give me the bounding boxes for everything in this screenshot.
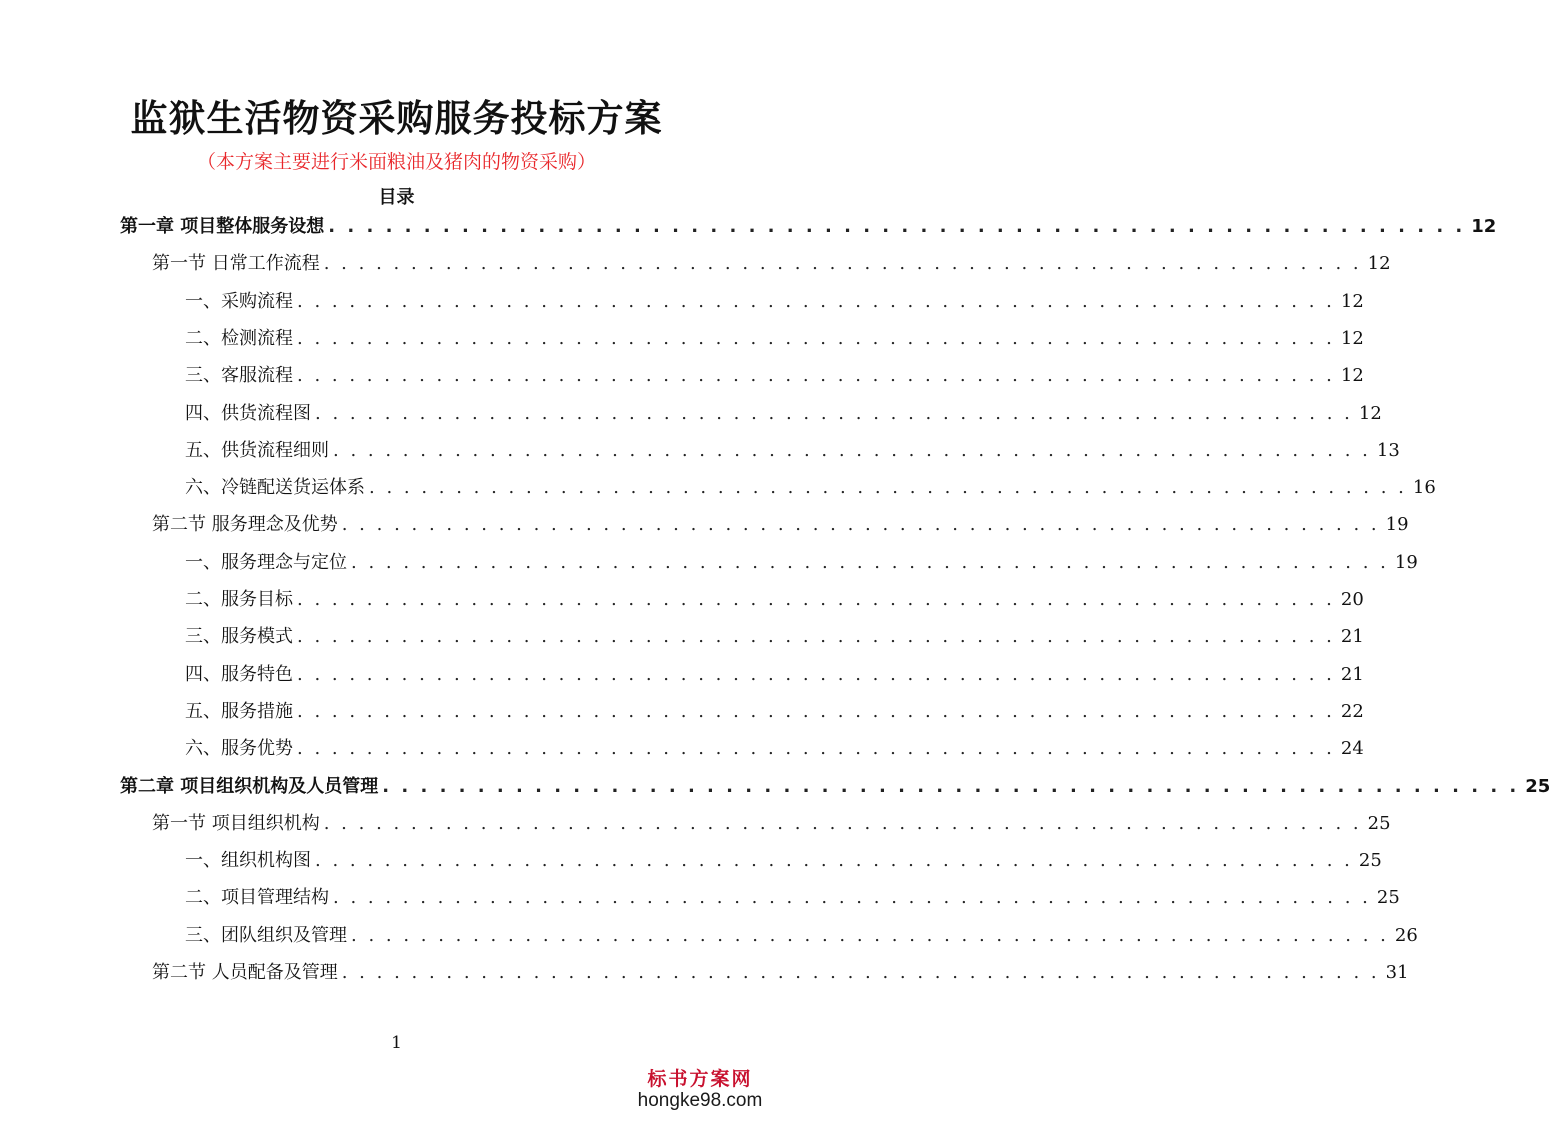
toc-dot-leader: . . . . . . . . . . . . . . . . . . . . . . . . . . . . . . . . . . . . . . . . . . . . . . . . . . . . . . . . . . . . <box>297 664 1335 685</box>
document-title: 监狱生活物资采购服务投标方案 <box>130 97 663 140</box>
toc-entry-label: 二、检测流程 <box>185 328 293 349</box>
toc-dot-leader: . . . . . . . . . . . . . . . . . . . . . . . . . . . . . . . . . . . . . . . . . . . . . . . . . . . . . . . . . . . . <box>297 589 1335 610</box>
toc-entry-label: 四、供货流程图 <box>185 403 311 424</box>
toc-entry-page-number: 24 <box>1340 738 1364 759</box>
toc-dot-leader: . . . . . . . . . . . . . . . . . . . . . . . . . . . . . . . . . . . . . . . . . . . . . . . . . . . . . . . . . . . . <box>297 701 1335 722</box>
toc-entry-label: 五、供货流程细则 <box>185 440 329 461</box>
toc-entry[interactable] <box>185 660 1364 690</box>
toc-entry-label: 三、服务模式 <box>185 626 293 647</box>
toc-entry[interactable] <box>185 622 1364 652</box>
toc-dot-leader: . . . . . . . . . . . . . . . . . . . . . . . . . . . . . . . . . . . . . . . . . . . . . . . . . . . . . . . . . . . . <box>297 626 1335 647</box>
toc-entry[interactable] <box>185 361 1364 391</box>
toc-entry-page-number: 12 <box>1358 403 1382 424</box>
toc-entry[interactable] <box>185 734 1364 764</box>
toc-entry-page-number: 12 <box>1340 365 1364 386</box>
toc-entry[interactable] <box>185 399 1382 429</box>
toc-entry-label: 二、服务目标 <box>185 589 293 610</box>
toc-entry[interactable] <box>152 510 1409 540</box>
toc-entry-page-number: 12 <box>1367 253 1391 274</box>
toc-dot-leader: . . . . . . . . . . . . . . . . . . . . . . . . . . . . . . . . . . . . . . . . . . . . . . . . . . . . . . . . . . . . <box>333 440 1371 461</box>
toc-entry-page-number: 20 <box>1340 589 1364 610</box>
toc-entry-label: 第一节 日常工作流程 <box>152 253 320 274</box>
toc-entry[interactable] <box>185 287 1364 317</box>
toc-entry-label: 第一章 项目整体服务设想 <box>120 216 325 237</box>
toc-dot-leader: . . . . . . . . . . . . . . . . . . . . . . . . . . . . . . . . . . . . . . . . . . . . . . . . . . . . . . . . . . . . <box>297 291 1335 312</box>
toc-entry-label: 四、服务特色 <box>185 664 293 685</box>
watermark-domain-text: hongke98.com <box>637 1090 763 1111</box>
toc-entry[interactable] <box>152 958 1409 988</box>
toc-entry[interactable] <box>120 212 1497 242</box>
toc-entry[interactable] <box>152 249 1391 279</box>
toc-entry-label: 三、客服流程 <box>185 365 293 386</box>
watermark-logo <box>625 1068 775 1112</box>
toc-entry-page-number: 12 <box>1340 328 1364 349</box>
toc-entry-label: 二、项目管理结构 <box>185 887 329 908</box>
toc-entry[interactable] <box>185 697 1364 727</box>
toc-entry-page-number: 12 <box>1471 216 1497 237</box>
toc-entry[interactable] <box>152 809 1391 839</box>
toc-entry-page-number: 13 <box>1376 440 1400 461</box>
toc-entry-page-number: 16 <box>1412 477 1436 498</box>
page-number: 1 <box>391 1033 402 1053</box>
toc-entry-label: 第二章 项目组织机构及人员管理 <box>120 776 379 797</box>
toc-entry[interactable] <box>185 548 1418 578</box>
toc-entry-label: 一、采购流程 <box>185 291 293 312</box>
toc-entry-page-number: 19 <box>1385 514 1409 535</box>
toc-entry-label: 第二节 服务理念及优势 <box>152 514 338 535</box>
toc-entry[interactable] <box>185 883 1400 913</box>
toc-dot-leader: . . . . . . . . . . . . . . . . . . . . . . . . . . . . . . . . . . . . . . . . . . . . . . . . . . . . . . . . . . . . <box>323 813 1362 834</box>
toc-entry[interactable] <box>185 473 1436 503</box>
toc-dot-leader: . . . . . . . . . . . . . . . . . . . . . . . . . . . . . . . . . . . . . . . . . . . . . . . . . . . . . . . . . . . . <box>351 925 1389 946</box>
toc-entry-label: 六、服务优势 <box>185 738 293 759</box>
toc-entry[interactable] <box>185 921 1418 951</box>
toc-entry-page-number: 12 <box>1340 291 1364 312</box>
toc-dot-leader: . . . . . . . . . . . . . . . . . . . . . . . . . . . . . . . . . . . . . . . . . . . . . . . . . . . . . . . . . . . . <box>341 962 1380 983</box>
toc-dot-leader: . . . . . . . . . . . . . . . . . . . . . . . . . . . . . . . . . . . . . . . . . . . . . . . . . . . . . . . . . . . . <box>315 403 1353 424</box>
toc-entry[interactable] <box>185 585 1364 615</box>
toc-dot-leader: . . . . . . . . . . . . . . . . . . . . . . . . . . . . . . . . . . . . . . . . . . . . . . . . . . . . . . . . . . . . <box>369 477 1407 498</box>
toc-entry-label: 五、服务措施 <box>185 701 293 722</box>
toc-entry-label: 六、冷链配送货运体系 <box>185 477 365 498</box>
toc-entry-label: 第一节 项目组织机构 <box>152 813 320 834</box>
toc-entry-page-number: 19 <box>1394 552 1418 573</box>
toc-dot-leader: . . . . . . . . . . . . . . . . . . . . . . . . . . . . . . . . . . . . . . . . . . . . . . . . . . . . . . . . . . . . <box>382 776 1520 797</box>
toc-entry-page-number: 25 <box>1367 813 1391 834</box>
toc-dot-leader: . . . . . . . . . . . . . . . . . . . . . . . . . . . . . . . . . . . . . . . . . . . . . . . . . . . . . . . . . . . . <box>333 887 1371 908</box>
toc-dot-leader: . . . . . . . . . . . . . . . . . . . . . . . . . . . . . . . . . . . . . . . . . . . . . . . . . . . . . . . . . . . . <box>351 552 1389 573</box>
toc-entry-page-number: 25 <box>1525 776 1550 797</box>
toc-entry-page-number: 25 <box>1376 887 1400 908</box>
toc-entry[interactable] <box>120 772 1550 802</box>
toc-dot-leader: . . . . . . . . . . . . . . . . . . . . . . . . . . . . . . . . . . . . . . . . . . . . . . . . . . . . . . . . . . . . <box>328 216 1466 237</box>
toc-dot-leader: . . . . . . . . . . . . . . . . . . . . . . . . . . . . . . . . . . . . . . . . . . . . . . . . . . . . . . . . . . . . <box>341 514 1380 535</box>
toc-entry-page-number: 21 <box>1340 626 1364 647</box>
toc-entry[interactable] <box>185 324 1364 354</box>
toc-entry-page-number: 25 <box>1358 850 1382 871</box>
document-subtitle: （本方案主要进行米面粮油及猪肉的物资采购） <box>196 151 596 173</box>
toc-entry-label: 一、服务理念与定位 <box>185 552 347 573</box>
toc-dot-leader: . . . . . . . . . . . . . . . . . . . . . . . . . . . . . . . . . . . . . . . . . . . . . . . . . . . . . . . . . . . . <box>315 850 1353 871</box>
toc-entry[interactable] <box>185 436 1400 466</box>
toc-heading: 目录 <box>378 187 415 208</box>
toc-entry-page-number: 31 <box>1385 962 1409 983</box>
toc-dot-leader: . . . . . . . . . . . . . . . . . . . . . . . . . . . . . . . . . . . . . . . . . . . . . . . . . . . . . . . . . . . . <box>297 328 1335 349</box>
toc-entry-label: 三、团队组织及管理 <box>185 925 347 946</box>
watermark-chinese-text: 标书方案网 <box>647 1068 753 1090</box>
toc-entry-label: 第二节 人员配备及管理 <box>152 962 338 983</box>
toc-dot-leader: . . . . . . . . . . . . . . . . . . . . . . . . . . . . . . . . . . . . . . . . . . . . . . . . . . . . . . . . . . . . <box>297 365 1335 386</box>
toc-entry-page-number: 22 <box>1340 701 1364 722</box>
toc-entry-label: 一、组织机构图 <box>185 850 311 871</box>
toc-entry[interactable] <box>185 846 1382 876</box>
toc-dot-leader: . . . . . . . . . . . . . . . . . . . . . . . . . . . . . . . . . . . . . . . . . . . . . . . . . . . . . . . . . . . . <box>297 738 1335 759</box>
toc-entry-page-number: 21 <box>1340 664 1364 685</box>
toc-dot-leader: . . . . . . . . . . . . . . . . . . . . . . . . . . . . . . . . . . . . . . . . . . . . . . . . . . . . . . . . . . . . <box>323 253 1362 274</box>
toc-entry-page-number: 26 <box>1394 925 1418 946</box>
